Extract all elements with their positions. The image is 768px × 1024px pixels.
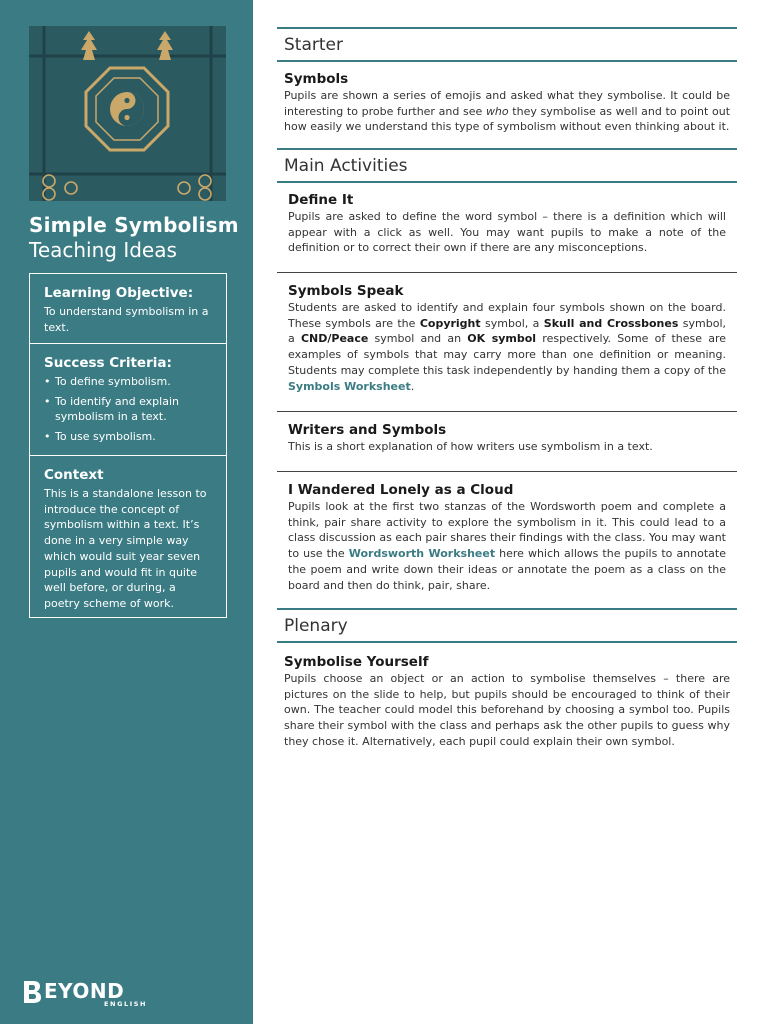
context-text: This is a standalone lesson to introduce the concept of symbolism within a text. It’s done in a very simple way which would suit year seven pupils and would fit in quite well before, or during, a poetry scheme of work. xyxy=(44,487,207,610)
wordsworth-worksheet-link[interactable]: Wordsworth Worksheet xyxy=(348,547,496,561)
writers-and-symbols-activity xyxy=(277,412,737,471)
yin-yang-door-image xyxy=(29,26,226,201)
symbols-worksheet-link[interactable]: Symbols Worksheet xyxy=(288,379,411,393)
starter-activity-text: Pupils are shown a series of emojis and asked what they symbolise. It could be interesting to probe further and see who they symbolise as well and to point out how easily we understand this type of symbolism without even thinking about it. xyxy=(284,89,731,134)
lesson-info-box xyxy=(29,273,227,618)
define-it-activity xyxy=(277,183,737,272)
title-line-1: Simple Symbolism xyxy=(29,213,239,237)
wandered-lonely-activity xyxy=(277,472,737,608)
sidebar xyxy=(0,0,253,1024)
lesson-title xyxy=(29,212,239,262)
success-criteria-item: • To use symbolism. xyxy=(44,429,212,445)
beyond-english-logo xyxy=(22,978,148,1010)
writers-and-symbols-title: Writers and Symbols xyxy=(288,422,447,438)
success-criteria-item: • To define symbolism. xyxy=(44,374,212,390)
lesson-plan-content xyxy=(277,27,737,750)
starter-activity xyxy=(277,62,737,148)
define-it-title: Define It xyxy=(288,192,354,208)
success-criteria-list xyxy=(44,374,212,444)
learning-objective-heading: Learning Objective: xyxy=(44,285,194,301)
plenary-section-header xyxy=(277,608,737,643)
learning-objective-text: To understand symbolism in a text. xyxy=(44,305,209,334)
context-heading: Context xyxy=(44,467,104,483)
logo-subtitle: ENGLISH xyxy=(104,1000,148,1008)
define-it-text: Pupils are asked to define the word symbol – there is a definition which will appear with a click as well. You may want pupils to make a note of the definition or to correct their own if there are any misconceptions. xyxy=(288,210,726,255)
learning-objective-section xyxy=(30,274,226,344)
main-activities-heading: Main Activities xyxy=(284,155,408,176)
symbolise-yourself-title: Symbolise Yourself xyxy=(284,654,429,670)
context-section xyxy=(30,456,226,617)
logo-wordmark: EYOND xyxy=(44,979,125,1003)
wandered-lonely-title: I Wandered Lonely as a Cloud xyxy=(288,482,514,498)
success-criteria-item: • To identify and explain symbolism in a text. xyxy=(44,394,212,425)
symbols-speak-title: Symbols Speak xyxy=(288,283,404,299)
success-criteria-heading: Success Criteria: xyxy=(44,355,172,371)
symbolise-yourself-text: Pupils choose an object or an action to symbolise themselves – there are pictures on the slide to help, but pupils should be encouraged to think of their own. The teacher could model this beforehand by choosing a symbol too. Pupils share their symbol with the class and perhaps ask the other pupils to guess why they chose it. Alternatively, each pupil could explain their own symbol. xyxy=(284,672,730,748)
starter-heading: Starter xyxy=(284,34,343,55)
success-criteria-section xyxy=(30,344,226,456)
title-line-2: Teaching Ideas xyxy=(29,238,177,262)
beyond-logo-b-icon xyxy=(22,980,42,1004)
writers-and-symbols-text: This is a short explanation of how writers use symbolism in a text. xyxy=(288,440,653,453)
main-activities-section-header xyxy=(277,148,737,183)
starter-section-header xyxy=(277,27,737,62)
wandered-lonely-text: Pupils look at the first two stanzas of the Wordsworth poem and complete a think, pair share activity to explore the symbolism in it. This could lead to a class discussion as each pair shares their findings with the class. You may want to use the Wordsworth Worksheet here which allows the pupils to annotate the poem and write down their ideas or annotate the poem as a class on the board and then do think, pair, share. xyxy=(288,500,726,592)
symbols-speak-text: Students are asked to identify and explain four symbols shown on the board. These symbols are the Copyright symbol, a Skull and Crossbones symbol, a CND/Peace symbol and an OK symbol respectively. Some of these are examples of symbols that may carry more than one definition or meaning. Students may complete this task independently by handing them a copy of the Symbols Worksheet. xyxy=(288,301,726,393)
symbolise-yourself-activity xyxy=(277,643,737,750)
starter-activity-title: Symbols xyxy=(284,71,349,87)
symbols-speak-activity xyxy=(277,273,737,411)
plenary-heading: Plenary xyxy=(284,615,348,636)
